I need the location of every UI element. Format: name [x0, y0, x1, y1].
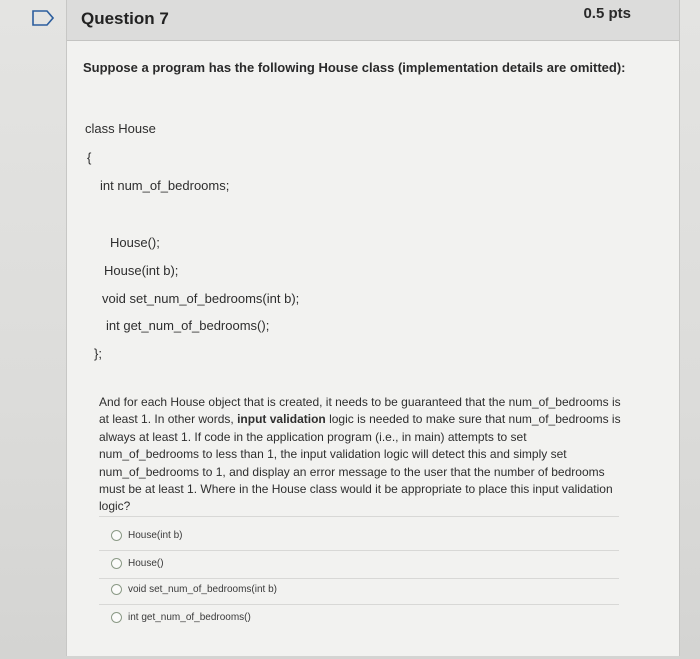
option-divider — [99, 550, 619, 551]
bookmark-flag-icon[interactable] — [32, 10, 54, 26]
answer-option[interactable] — [111, 584, 277, 595]
question-paragraph — [99, 394, 627, 516]
code-class-declaration: class House — [85, 121, 156, 136]
answer-option[interactable] — [111, 612, 251, 623]
question-card — [66, 0, 680, 656]
question-points: 0.5 pts — [583, 5, 631, 22]
answer-option-label: House(int b) — [128, 530, 183, 541]
code-open-brace: { — [87, 150, 92, 165]
code-getter: int get_num_of_bedrooms(); — [106, 318, 270, 333]
paragraph-text-2: logic is needed to make sure that num_of_bedrooms is always at least 1. If code in the application program (i.e., in main) attempts to set num_of_bedrooms to less than 1, the input validation logic will detect this and simply set num_of_bedrooms to 1, and display an error message to the user that the number of bedrooms must be at least 1. Where in the House class would it be appropriate to place this input validation logic? — [99, 412, 621, 514]
question-prompt: Suppose a program has the following House class (implementation details are omitted): — [83, 60, 626, 75]
option-divider — [99, 578, 619, 579]
question-header — [67, 0, 679, 41]
option-divider — [99, 604, 619, 605]
answer-option[interactable] — [111, 558, 164, 569]
radio-button-icon[interactable] — [111, 612, 122, 623]
radio-button-icon[interactable] — [111, 530, 122, 541]
answer-option[interactable] — [111, 530, 182, 541]
radio-button-icon[interactable] — [111, 558, 122, 569]
answer-option-label: int get_num_of_bedrooms() — [128, 612, 251, 623]
answer-option-label: House() — [128, 558, 164, 569]
code-default-constructor: House(); — [110, 235, 160, 250]
options-divider — [99, 516, 619, 517]
question-title: Question 7 — [81, 9, 169, 28]
radio-button-icon[interactable] — [111, 584, 122, 595]
code-setter: void set_num_of_bedrooms(int b); — [102, 291, 300, 306]
code-close-brace: }; — [94, 346, 102, 361]
paragraph-emphasis: input validation — [237, 412, 326, 427]
answer-option-label: void set_num_of_bedrooms(int b) — [128, 584, 277, 595]
code-member-variable: int num_of_bedrooms; — [100, 178, 230, 193]
paragraph-text-1: And for each House object that is created, it needs to be guaranteed that the num_of_bedrooms is at least 1. In other words, — [99, 395, 621, 427]
code-int-constructor: House(int b); — [104, 263, 179, 278]
